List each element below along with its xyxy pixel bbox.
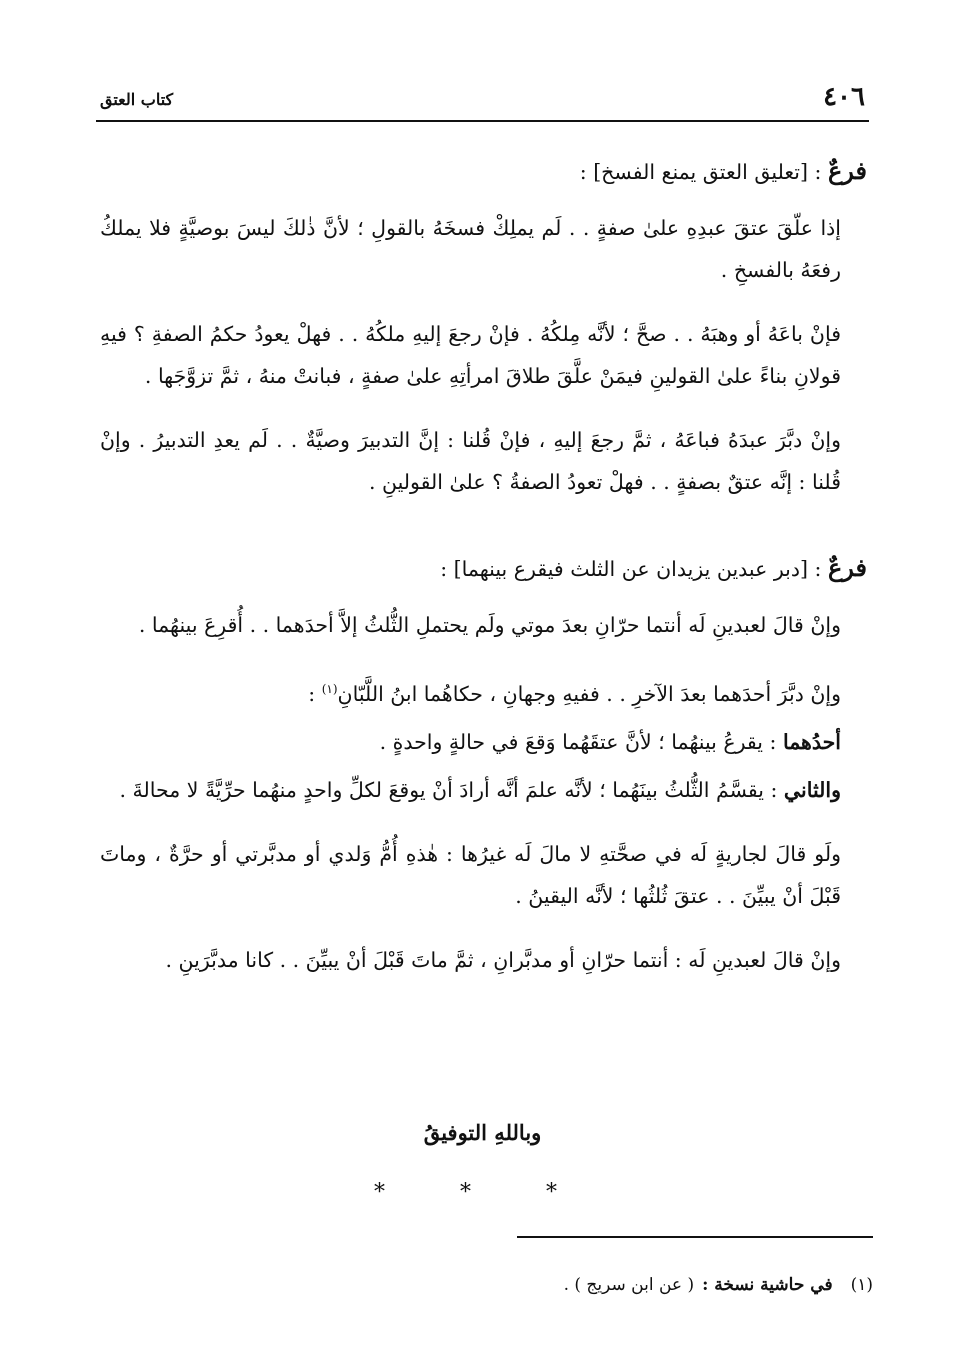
footnote-label: في حاشية نسخة : <box>702 1275 833 1295</box>
footnote-text: ( عن ابن سريج ) . <box>563 1275 695 1295</box>
page-number: ٤٠٦ <box>823 82 865 112</box>
section-heading-1 <box>100 150 867 193</box>
section-end-stars: * * * <box>374 1180 591 1205</box>
section-heading-2 <box>100 547 867 590</box>
footnote-number: (١) <box>850 1275 873 1295</box>
paragraph <box>100 668 867 715</box>
first-opinion-text: : يقرعُ بينهُما ؛ لأنَّ عتقَهُما وَقعَ في حالةٍ واحدةٍ . <box>379 729 783 754</box>
paragraph-text: وإنْ دبَّرَ أحدَهما بعدَ الآخرِ . . ففيهِ وجهانِ ، حكاهُما ابنُ اللَّبّانِ <box>337 681 841 706</box>
first-opinion <box>100 721 867 763</box>
footnote-divider <box>517 1236 873 1238</box>
section-title: : [دبر عبدين يزيدان عن الثلث فيقرع بينهما] : <box>440 557 828 581</box>
paragraph: فإنْ باعَهُ أو وهبَهُ . . صحَّ ؛ لأنَّه مِلكُهُ . فإنْ رجعَ إليهِ ملكُهُ . . فهلْ يعودُ حكمُ الصفةِ ؟ فيهِ قولانِ بناءً علىٰ القولينِ فيمَنْ علَّقَ طلاقَ امرأتِهِ علىٰ صفةٍ ، فبانتْ منهُ ، ثمَّ تزوَّجَها . <box>100 322 841 388</box>
paragraph: ولَو قالَ لجاريةٍ لَه في صحَّتهِ لا مالَ لَه غيرُها : هٰذهِ أُمُّ وَلدي أو مدبَّرتي أو حرَّةٌ ، وماتَ قَبْلَ أنْ يبيِّنَ . . عتقَ ثُلثُها ؛ لأنَّه اليقينُ . <box>100 841 841 908</box>
paragraph: إذا علّقَ عتقَ عبدِهِ علىٰ صفةٍ . . لَم يملِكْ فسخَهُ بالقولِ ؛ لأنَّ ذٰلكَ ليسَ بوصيَّةٍ فلا يملكُ رفعَهُ بالفسخِ . <box>100 216 841 282</box>
far-label: فرعٌ <box>827 553 867 582</box>
main-text <box>100 150 867 1003</box>
second-opinion-label: والثاني <box>783 777 841 802</box>
book-title: كتاب العتق <box>100 90 174 109</box>
second-opinion-text: : يقسَّمُ الثُّلثُ بينَهُما ؛ لأنَّه علمَ أنَّه أرادَ أنْ يوقعَ لكلِّ واحدٍ منهُما حرِّيَّةً لا محالةَ . <box>119 777 784 802</box>
paragraph-end: : <box>308 681 322 706</box>
section-title: : [تعليق العتق يمنع الفسخ] : <box>579 160 828 184</box>
closing-phrase: وباللهِ التوفيقُ <box>423 1120 542 1145</box>
paragraph: وإنْ قالَ لعبدينِ لَه : أنتما حرّانِ أو مدبَّرانِ ، ثمَّ ماتَ قَبْلَ أنْ يبيِّنَ . . كانا مدبَّرَينِ . <box>165 947 841 972</box>
paragraph: وإنْ دبَّرَ عبدَهُ فباعَهُ ، ثمَّ رجعَ إليهِ ، فإنْ قُلنا : إنَّ التدبيرَ وصيَّةٌ . . لَم يعدِ التدبيرُ . وإنْ قُلنا : إنَّه عتقٌ بصفةٍ . . فهلْ تعودُ الصفةُ ؟ علىٰ القولينِ . <box>100 428 841 494</box>
running-header <box>96 82 869 122</box>
second-opinion <box>100 769 867 811</box>
first-opinion-label: أحدُهما <box>782 729 841 754</box>
paragraph: وإنْ قالَ لعبدينِ لَه أنتما حرّانِ بعدَ موتي ولَم يحتملِ الثُّلثُ إلاَّ أحدَهما . . أُقرِعَ بينهُما . <box>138 613 841 637</box>
far-label: فرعٌ <box>827 156 867 185</box>
footnote-reference: (١) <box>321 682 338 696</box>
footnote <box>564 1272 873 1298</box>
